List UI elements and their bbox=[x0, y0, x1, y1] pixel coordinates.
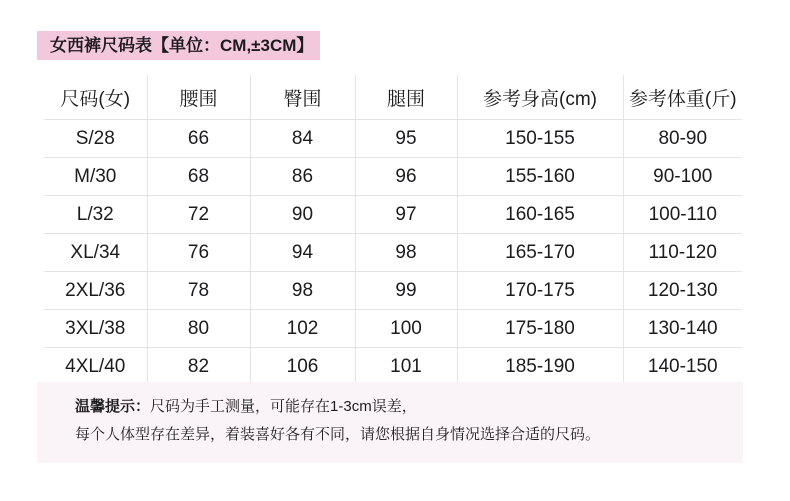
table-cell: 66 bbox=[147, 120, 250, 158]
table-cell: 185-190 bbox=[457, 348, 623, 386]
table-cell: 80 bbox=[147, 310, 250, 348]
size-table bbox=[44, 75, 742, 385]
table-cell: L/32 bbox=[44, 196, 147, 234]
table-cell: 3XL/38 bbox=[44, 310, 147, 348]
header-row bbox=[44, 75, 742, 120]
table-cell: 97 bbox=[355, 196, 457, 234]
table-cell: 101 bbox=[355, 348, 457, 386]
table-cell: 165-170 bbox=[457, 234, 623, 272]
table-cell: 80-90 bbox=[658, 127, 708, 149]
table-cell: 2XL/36 bbox=[44, 272, 147, 310]
table-cell: 72 bbox=[147, 196, 250, 234]
table-cell: 96 bbox=[355, 158, 457, 196]
table-cell: 68 bbox=[147, 158, 250, 196]
page-title: 女西裤尺码表【单位：CM,±3CM】 bbox=[37, 31, 320, 60]
table-cell: 110-120 bbox=[648, 241, 717, 263]
table-body bbox=[44, 120, 742, 386]
table-row bbox=[44, 158, 742, 196]
table-cell: 106 bbox=[250, 348, 355, 386]
tip-line-1 bbox=[75, 393, 723, 421]
table-cell: XL/34 bbox=[44, 234, 147, 272]
table-cell: 76 bbox=[147, 234, 250, 272]
table-cell: 90-100 bbox=[653, 165, 713, 187]
column-header: 臀围 bbox=[250, 75, 355, 120]
table-cell: 84 bbox=[250, 120, 355, 158]
column-header: 参考身高(cm) bbox=[457, 75, 623, 120]
table-cell: 94 bbox=[250, 234, 355, 272]
table-cell: 4XL/40 bbox=[44, 348, 147, 386]
table-cell: 78 bbox=[147, 272, 250, 310]
table-cell: 160-165 bbox=[457, 196, 623, 234]
tip-text-line2: 每个人体型存在差异，着装喜好各有不同，请您根据自身情况选择合适的尺码。 bbox=[75, 426, 601, 443]
table-cell: 82 bbox=[147, 348, 250, 386]
column-header: 尺码(女) bbox=[44, 75, 147, 120]
table-row bbox=[44, 196, 742, 234]
table-cell: 99 bbox=[355, 272, 457, 310]
table-row bbox=[44, 120, 742, 158]
table-row bbox=[44, 272, 742, 310]
table-cell: 98 bbox=[250, 272, 355, 310]
table-cell: 175-180 bbox=[457, 310, 623, 348]
table-row bbox=[44, 348, 742, 386]
table-cell: 86 bbox=[250, 158, 355, 196]
table-cell: 170-175 bbox=[457, 272, 623, 310]
table-cell: 150-155 bbox=[457, 120, 623, 158]
table-cell: S/28 bbox=[44, 120, 147, 158]
column-header: 腿围 bbox=[355, 75, 457, 120]
table-cell: 98 bbox=[355, 234, 457, 272]
table-row bbox=[44, 310, 742, 348]
table-cell: 100 bbox=[355, 310, 457, 348]
column-header: 参考体重(斤) bbox=[628, 88, 737, 110]
column-header: 腰围 bbox=[147, 75, 250, 120]
tip-text-line1: 尺码为手工测量，可能存在1-3cm误差， bbox=[150, 398, 417, 415]
table-row bbox=[44, 234, 742, 272]
table-cell: M/30 bbox=[44, 158, 147, 196]
tip-label: 温馨提示： bbox=[75, 398, 151, 415]
table-cell: 155-160 bbox=[457, 158, 623, 196]
table-cell: 140-150 bbox=[647, 355, 718, 377]
table-cell: 100-110 bbox=[648, 203, 717, 225]
tip-box bbox=[37, 382, 743, 463]
table-cell: 130-140 bbox=[647, 317, 718, 339]
table-cell: 102 bbox=[250, 310, 355, 348]
table-cell: 95 bbox=[355, 120, 457, 158]
table-cell: 90 bbox=[250, 196, 355, 234]
table-cell: 120-130 bbox=[647, 279, 718, 301]
